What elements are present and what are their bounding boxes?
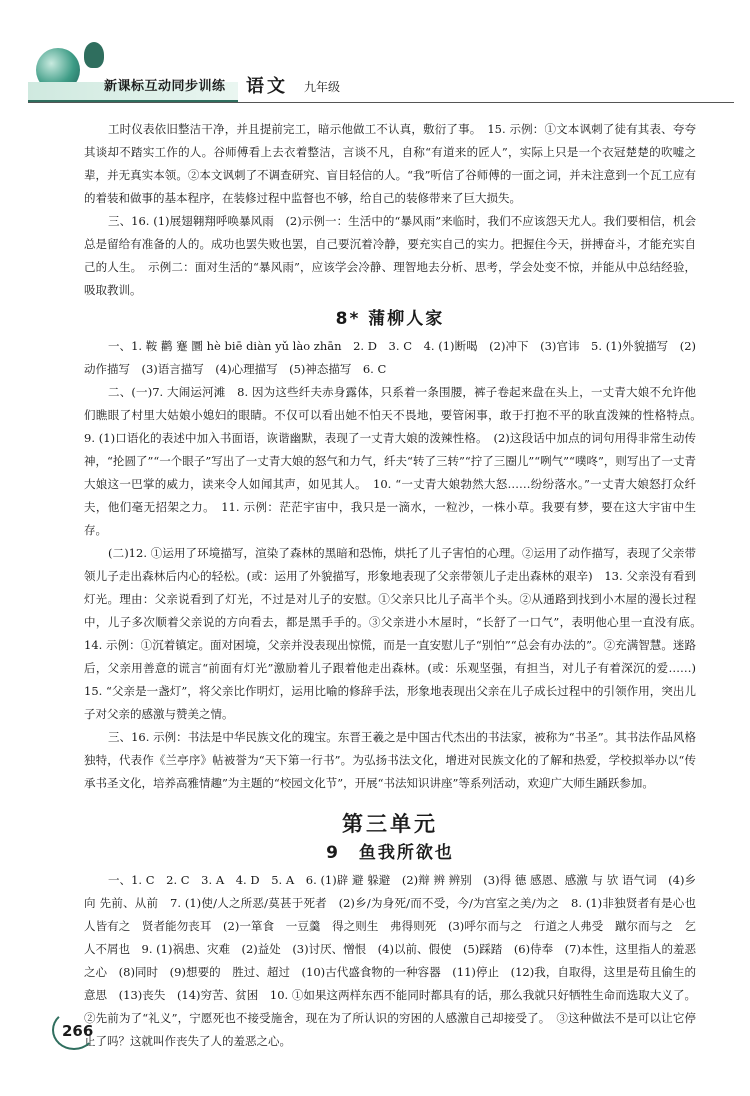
- answer-paragraph: 一、1. C 2. C 3. A 4. D 5. A 6. (1)辟 避 躲避 (2)辩 辨 辨别 (3)得 德 感恩、感激 与 欤 语气词 (4)乡 向 先前、从前 7. (1)使/人之所恶/莫甚于死者 (2)乡/为身死/而不受，今/为宫室之美/为之 8. (1)非独贤者有是心也 人皆有之 贤者能勿丧耳 (2)一箪食 一豆羹 得之则生 弗得则死 (3)呼尔而与之 行道之人弗受 蹴尔而与之 乞人不屑也 9. (1)祸患、灾难 (2)益处 (3)讨厌、憎恨 (4)以前、假使 (5)踩踏 (6)侍奉 (7)本性，这里指人的羞恶之心 (8)同时 (9)想要的 胜过、超过 (10)古代盛食物的一种容器 (11)停止 (12)我，自取得，这里是苟且偷生的意思 (13)丧失 (14)穷苦、贫困 10. ①如果这两样东西不能同时都具有的话，那么我就只好牺牲生命而选取大义了。②先前为了“礼义”，宁愿死也不接受施舍，现在为了所认识的穷困的人感激自己却接受了。 ③这种做法不是可以让它停止了吗？这就叫作丧失了人的羞恶之心。: [84, 873, 708, 1048]
- series-title: 新课标互动同步训练: [104, 79, 226, 94]
- answer-paragraph: 三、16. 示例：书法是中华民族文化的瑰宝。东晋王羲之是中国古代杰出的书法家，被称为“书圣”。其书法作品风格独特，代表作《兰亭序》帖被誉为“天下第一行书”。为弘扬书法文化，增进对民族文化的了解和热爱，学校拟举办以“传承书圣文化，培养高雅情趣”为主题的“校园文化节”，开展“书法知识讲座”等系列活动，欢迎广大师生踊跃参加。: [84, 730, 696, 790]
- answer-paragraph: 工时仪表依旧整洁干净，并且提前完工，暗示他做工不认真，敷衍了事。 15. 示例：①文本讽刺了徒有其表、夸夸其谈却不踏实工作的人。谷师傅看上去衣着整洁，言谈不凡，自称“有道来的匠人”，实际上只是一个衣冠楚楚的吹嘘之辈，并无真实本领。②本文讽刺了不调查研究、盲目轻信的人。“我”听信了谷师傅的一面之词，并未注意到一个瓦工应有的着装和做事的基本程序，在装修过程中监督也不够，给自己的装修带来了巨大损失。: [84, 122, 696, 205]
- page-content: [84, 118, 708, 1053]
- answer-paragraph: 二、(一)7. 大闹运河滩 8. 因为这些纤夫赤身露体，只系着一条围腰，裤子卷起来盘在头上，一丈青大娘不允许他们瞧眼了村里大姑娘小媳妇的眼睛。不仅可以看出她不怕天不畏地，要管闲事，敢于打抱不平的耿直泼辣的性格特点。 9. (1)口语化的表述中加入书面语，诙谐幽默，表现了一丈青大娘的泼辣性格。 (2)这段话中加点的词句用得非常生动传神，“抡圆了”“一个眼子”写出了一丈青大娘的怒气和力气，纤夫“转了三转”“拧了三圈儿”“咧气”“噗咚”，则写出了一丈青大娘这一巴掌的威力，读来令人如闻其声，如见其人。 10. “一丈青大娘勃然大怒……纷纷落水。”一丈青大娘怒打众纤夫，他们毫无招架之力。 11. 示例：茫茫宇宙中，我只是一滴水，一粒沙，一株小草。我要有梦，要在这大宇宙中生存。: [84, 385, 708, 537]
- grade-label: 九年级: [304, 80, 341, 94]
- unit-title: 第三单元: [342, 812, 438, 836]
- answer-paragraph: 一、1. 鞍 鹳 蹇 圜 hè biē diàn yǔ lào zhān 2. D 3. C 4. (1)断喝 (2)冲下 (3)官讳 5. (1)外貌描写 (2)动作描写 (3)语言描写 (4)心理描写 (5)神态描写 6. C: [84, 339, 696, 376]
- answer-paragraph: 三、16. (1)展翅翱翔呼唤暴风雨 (2)示例一：生活中的“暴风雨”来临时，我们不应该怨天尤人。我们要相信，机会总是留给有准备的人的。成功也罢失败也罢，自己要沉着冷静，要充实自己的实力。把握住今天，拼搏奋斗，才能充实自己的人生。 示例二：面对生活的“暴风雨”，应该学会冷静、理智地去分析、思考，学会处变不惊，并能从中总结经验，吸取教训。: [84, 214, 696, 297]
- answer-paragraph: (二)12. ①运用了环境描写，渲染了森林的黑暗和恐怖，烘托了儿子害怕的心理。②运用了动作描写，表现了父亲带领儿子走出森林后内心的轻松。(或：运用了外貌描写，形象地表现了父亲带领儿子走出森林的艰辛) 13. 父亲没有看到灯光。理由：父亲说看到了灯光，不过是对儿子的安慰。①父亲只比儿子高半个头。②从通路到找到小木屋的漫长过程中，儿子多次顺着父亲说的方向看去，都是黑手手的。③父亲进小木屋时，“长舒了一口气”，表明他心里一直没有底。 14. 示例：①沉着镇定。面对困境，父亲并没表现出惊慌，而是一直安慰儿子“别怕”“总会有办法的”。②充满智慧。迷路后，父亲用善意的谎言“前面有灯光”激励着儿子跟着他走出森林。(或：乐观坚强，有担当，对儿子有着深沉的爱……) 15. “父亲是一盏灯”，将父亲比作明灯，运用比喻的修辞手法，形象地表现出父亲在儿子成长过程中的引领作用，突出儿子对父亲的感激与赞美之情。: [84, 546, 708, 721]
- mascot-icon: [84, 42, 104, 68]
- page-header: [14, 42, 736, 104]
- lesson-title: 9 鱼我所欲也: [326, 843, 454, 863]
- subject-label: 语文: [246, 76, 288, 97]
- header-rule: [28, 102, 734, 103]
- page-number: 266: [62, 1022, 94, 1040]
- lesson-title: 8* 蒲柳人家: [335, 309, 445, 329]
